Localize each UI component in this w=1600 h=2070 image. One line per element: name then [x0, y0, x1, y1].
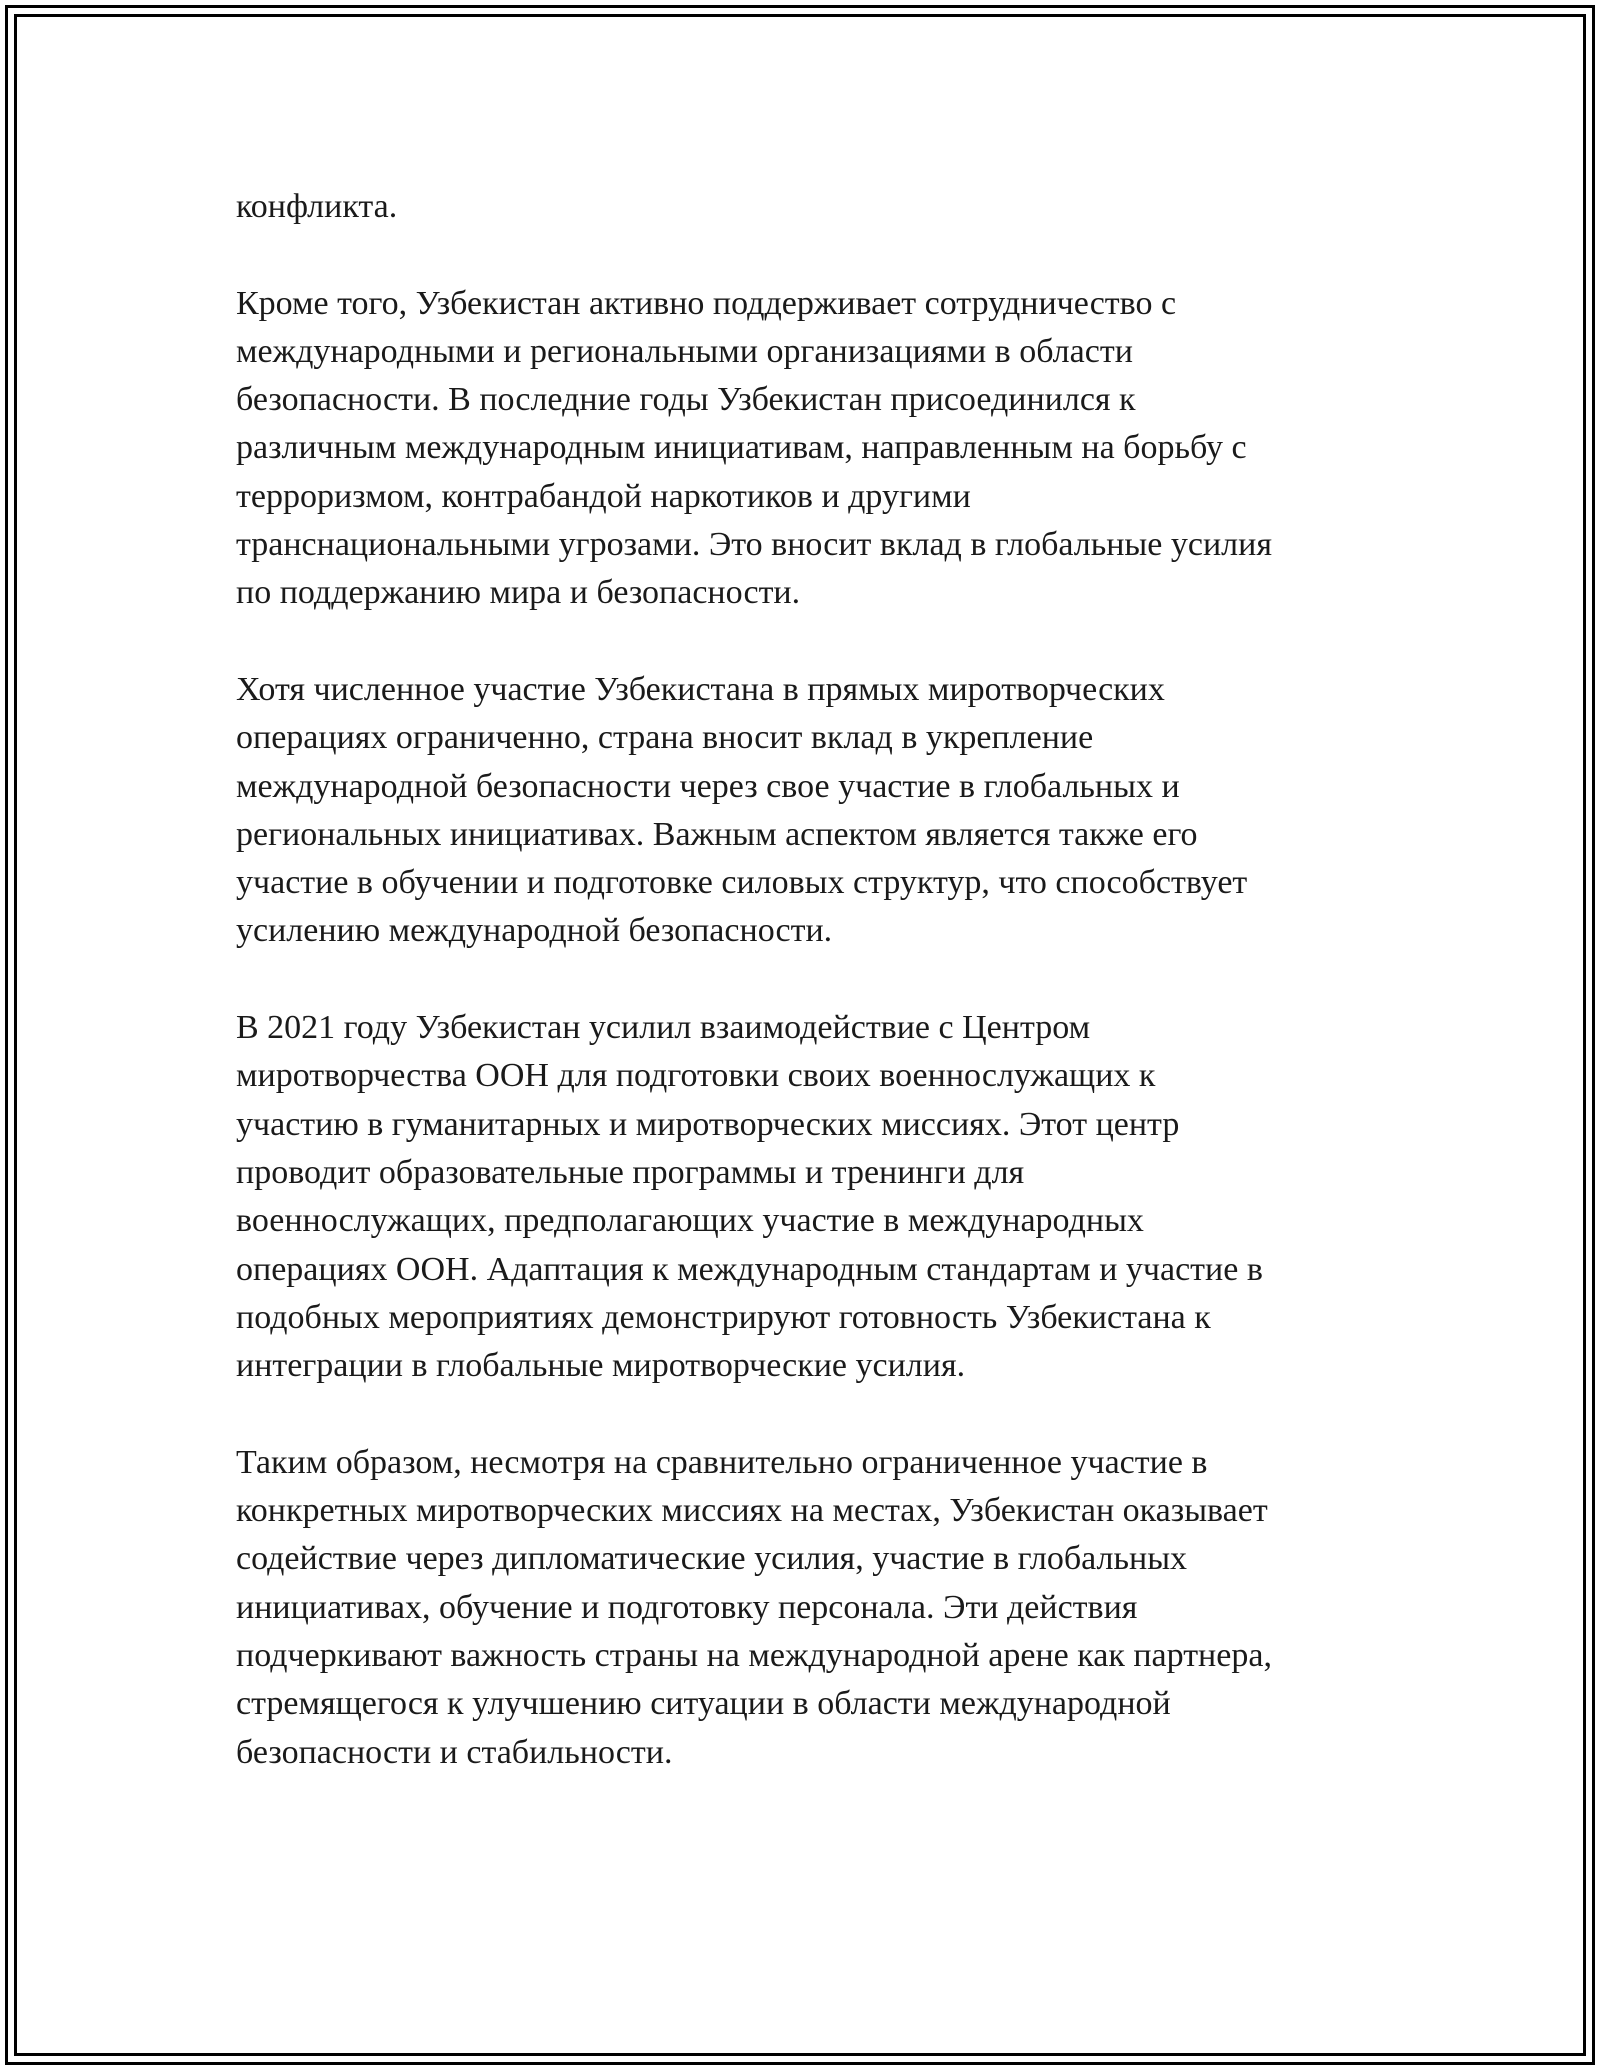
- text-line: региональных инициативах. Важным аспектом является также его: [236, 815, 1198, 853]
- text-line: В 2021 году Узбекистан усилил взаимодействие с Центром: [236, 1009, 1091, 1047]
- text-line: инициативах, обучение и подготовку персонала. Эти действия: [236, 1588, 1138, 1626]
- text-line: миротворчества ООН для подготовки своих военнослужащих к: [236, 1057, 1156, 1095]
- paragraph-2: [236, 280, 1366, 618]
- text-line: транснациональными угрозами. Это вносит вклад в глобальные усилия: [236, 526, 1272, 564]
- text-line: международной безопасности через свое участие в глобальных и: [236, 767, 1180, 805]
- text-line: конфликта.: [236, 188, 398, 225]
- paragraph-5: [236, 1439, 1366, 1777]
- text-line: безопасности. В последние годы Узбекистан присоединился к: [236, 381, 1136, 419]
- text-line: участие в обучении и подготовке силовых структур, что способствует: [236, 864, 1248, 902]
- text-line: подчеркивают важность страны на международной арене как партнера,: [236, 1636, 1272, 1674]
- paragraph-1: [236, 183, 1366, 231]
- text-line: содействие через дипломатические усилия, участие в глобальных: [236, 1540, 1188, 1578]
- text-line: различным международным инициативам, направленным на борьбу с: [236, 429, 1247, 467]
- text-line: терроризмом, контрабандой наркотиков и другими: [236, 477, 971, 515]
- text-line: стремящегося к улучшению ситуации в области международной: [236, 1685, 1171, 1723]
- paragraph-4: [236, 1004, 1366, 1390]
- text-line: операциях ограниченно, страна вносит вклад в укрепление: [236, 719, 1094, 757]
- text-line: операциях ООН. Адаптация к международным стандартам и участие в: [236, 1250, 1263, 1288]
- text-line: по поддержанию мира и безопасности.: [236, 574, 801, 612]
- text-line: подобных мероприятиях демонстрируют готовность Узбекистана к: [236, 1298, 1211, 1336]
- text-line: участию в гуманитарных и миротворческих миссиях. Этот центр: [236, 1105, 1180, 1143]
- text-line: Таким образом, несмотря на сравнительно ограниченное участие в: [236, 1443, 1208, 1481]
- text-line: безопасности и стабильности.: [236, 1733, 673, 1771]
- text-line: международными и региональными организациями в области: [236, 332, 1133, 370]
- text-line: Хотя численное участие Узбекистана в прямых миротворческих: [236, 670, 1165, 708]
- text-line: интеграции в глобальные миротворческие усилия.: [236, 1347, 966, 1385]
- text-line: военнослужащих, предполагающих участие в международных: [236, 1202, 1144, 1240]
- paragraph-3: [236, 666, 1366, 956]
- text-line: конкретных миротворческих миссиях на местах, Узбекистан оказывает: [236, 1492, 1268, 1530]
- document-body: [236, 183, 1366, 1825]
- text-line: усилению международной безопасности.: [236, 912, 833, 950]
- text-line: проводит образовательные программы и тренинги для: [236, 1153, 1025, 1191]
- text-line: Кроме того, Узбекистан активно поддерживает сотрудничество с: [236, 284, 1177, 322]
